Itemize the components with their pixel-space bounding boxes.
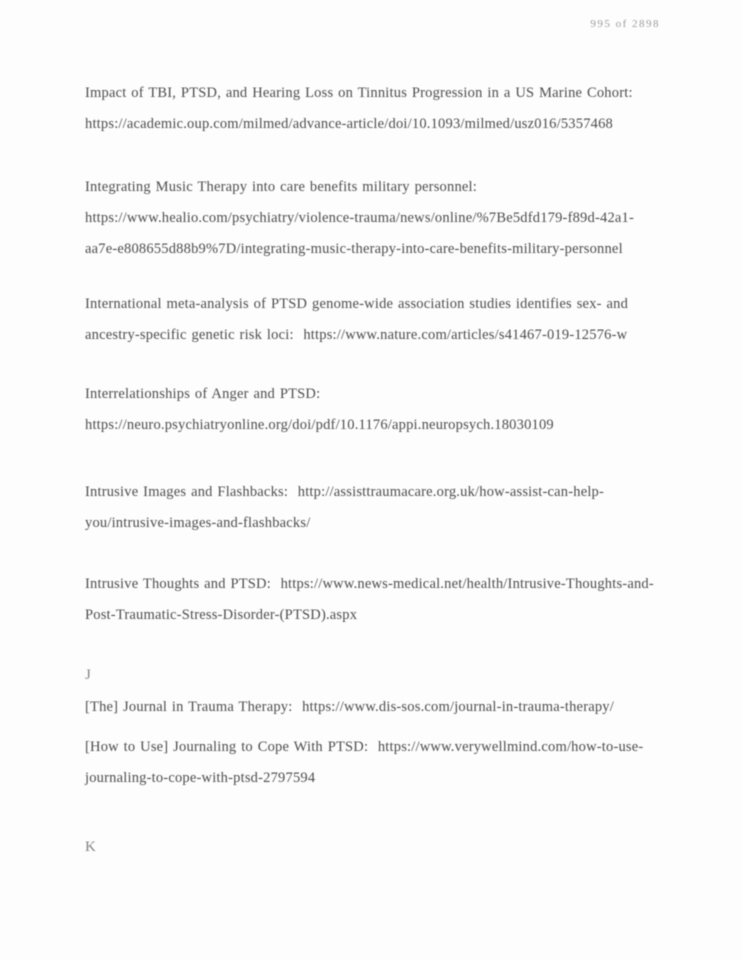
section-letter-j: J (85, 667, 91, 683)
section-letter-k: K (85, 839, 96, 855)
reference-entry-impact-tbi: Impact of TBI, PTSD, and Hearing Loss on Tinnitus Progression in a US Marine Cohort: https://academic.oup.com/milmed/advance-article/doi/10.1093/milmed/usz016/5357468 (85, 85, 643, 132)
reference-entry-anger-ptsd: Interrelationships of Anger and PTSD: https://neuro.psychiatryonline.org/doi/pdf/10.1176/appi.neuropsych.18030109 (85, 386, 554, 433)
reference-entry-journaling-cope-ptsd: [How to Use] Journaling to Cope With PTSD: https://www.verywellmind.com/how-to-use-journaling-to-cope-with-ptsd-2797594 (85, 739, 644, 786)
reference-entry-journal-trauma-therapy: [The] Journal in Trauma Therapy: https://www.dis-sos.com/journal-in-trauma-therapy/ (85, 699, 614, 715)
reference-list (85, 0, 662, 863)
reference-entry-meta-analysis: International meta-analysis of PTSD genome-wide association studies identifies sex- and ancestry-specific genetic risk loci: https://www.nature.com/articles/s41467-019-12576-w (85, 296, 633, 343)
reference-entry-music-therapy: Integrating Music Therapy into care benefits military personnel: https://www.healio.com/psychiatry/violence-trauma/news/online/%7Be5dfd179-f89d-42a1-aa7e-e808655d88b9%7D/integrating-music-therapy-into-care-benefits-military-personnel (85, 179, 635, 257)
reference-entry-intrusive-thoughts: Intrusive Thoughts and PTSD: https://www.news-medical.net/health/Intrusive-Thoughts-and-Post-Traumatic-Stress-Disorder-(PTSD).aspx (85, 576, 654, 623)
reference-entry-intrusive-images: Intrusive Images and Flashbacks: http://assisttraumacare.org.uk/how-assist-can-help-you/intrusive-images-and-flashbacks/ (85, 484, 605, 531)
page-position-indicator: 995 of 2898 (590, 18, 660, 30)
